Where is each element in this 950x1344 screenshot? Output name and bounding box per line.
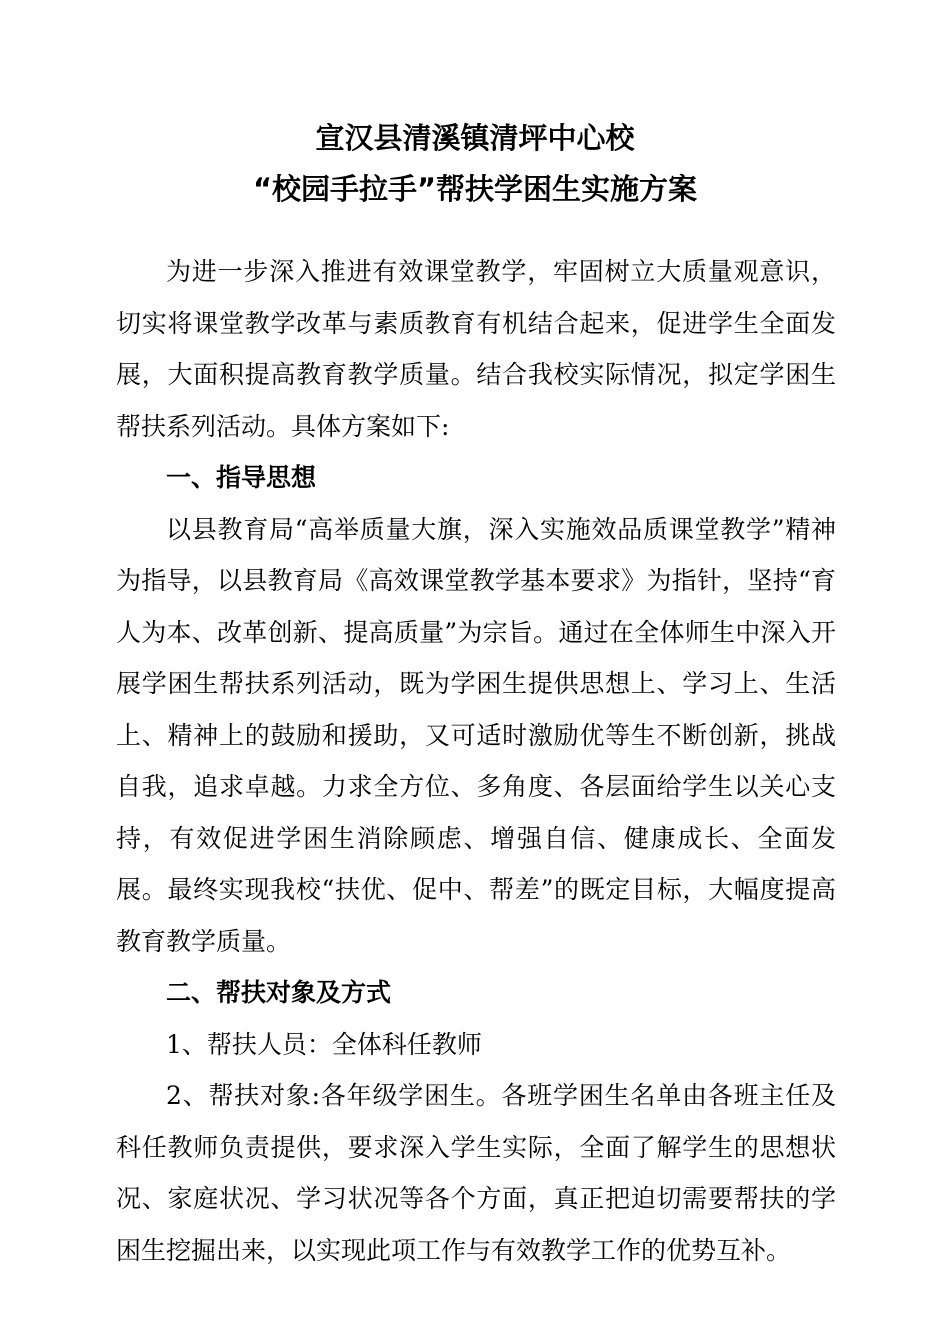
section2-heading: 二、帮扶对象及方式 — [166, 978, 392, 1007]
intro-paragraph: 为进一步深入推进有效课堂教学，牢固树立大质量观意识，切实将课堂教学改革与素质教育有机结合起来，促进学生全面发展，大面积提高教育教学质量。结合我校实际情况，拟定学困生帮扶系列活动。具体方案如下: — [116, 257, 836, 441]
document-title-line2: “校园手拉手”帮扶学困生实施方案 — [252, 172, 698, 206]
document-body — [116, 246, 836, 1276]
section2-item1: 1、帮扶人员：全体科任教师 — [166, 1029, 482, 1059]
section2-item2: 2、帮扶对象:各年级学困生。各班学困生名单由各班主任及科任教师负责提供，要求深入学生实际，全面了解学生的思想状况、家庭状况、学习状况等各个方面，真正把迫切需要帮扶的学困生挖掘出来，以实现此项工作与有效教学工作的优势互补。 — [116, 1081, 836, 1265]
document-title-line1: 宣汉县清溪镇清坪中心校 — [315, 121, 635, 155]
section1-paragraph: 以县教育局“高举质量大旗，深入实施效品质课堂教学”精神为指导，以县教育局《高效课堂教学基本要求》为指针，坚持“育人为本、改革创新、提高质量”为宗旨。通过在全体师生中深入开展学困生帮扶系列活动，既为学困生提供思想上、学习上、生活上、精神上的鼓励和援助，又可适时激励优等生不断创新，挑战自我，追求卓越。力求全方位、多角度、各层面给学生以关心支持，有效促进学困生消除顾虑、增强自信、健康成长、全面发展。最终实现我校“扶优、促中、帮差”的既定目标，大幅度提高教育教学质量。 — [116, 514, 836, 956]
section1-heading: 一、指导思想 — [166, 463, 317, 492]
